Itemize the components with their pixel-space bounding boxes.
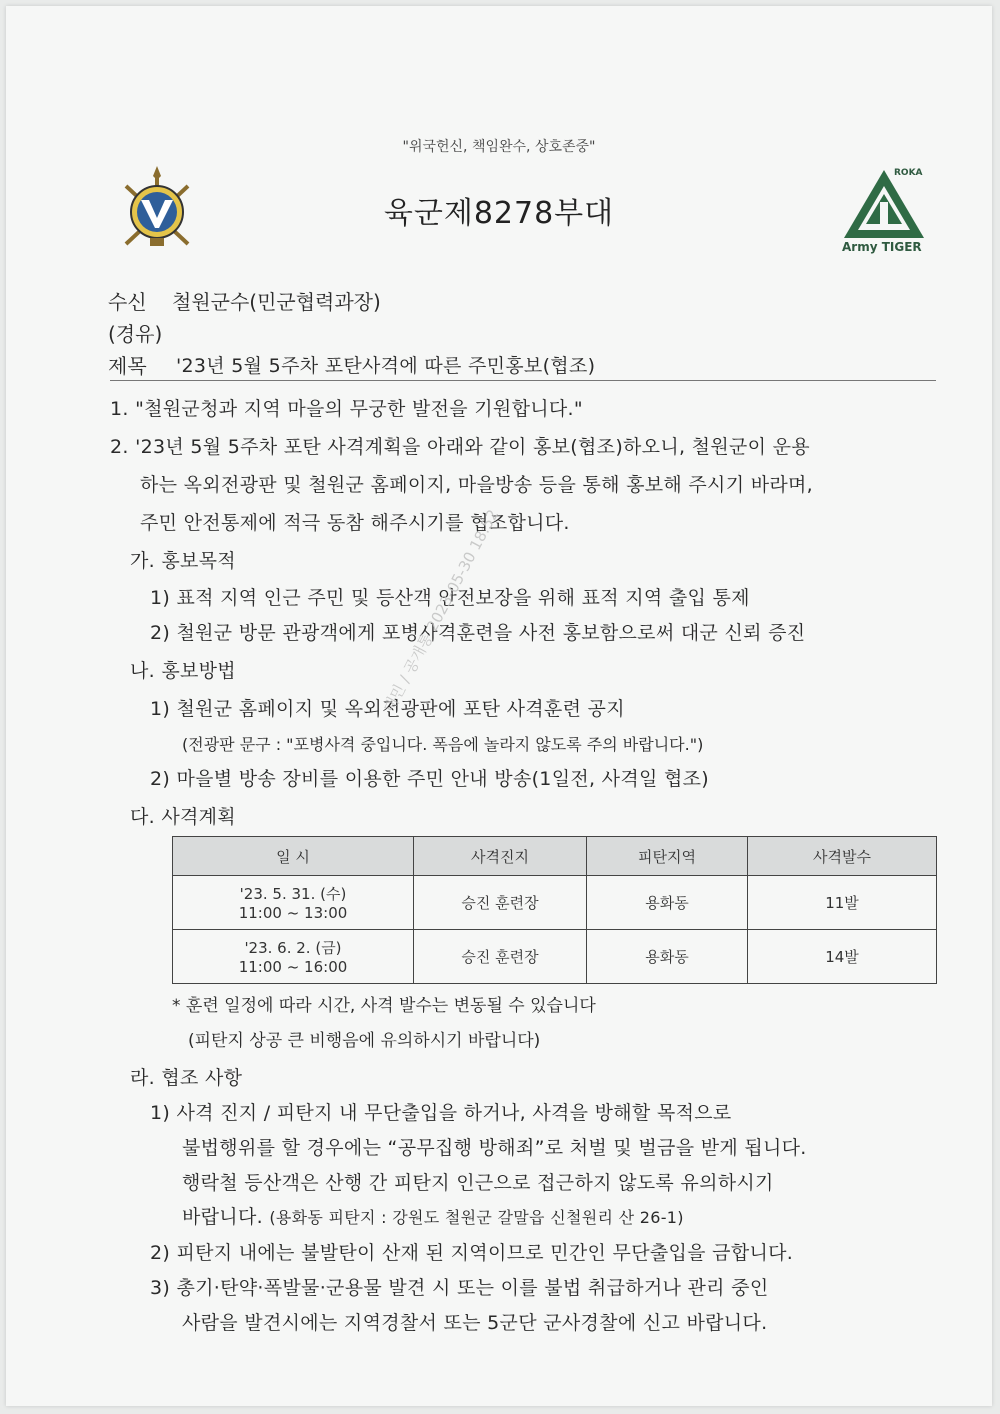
section-ga-item-2: 2) 철원군 방문 관광객에게 포병사격훈련을 사전 홍보함으로써 대군 신뢰 증진 xyxy=(150,622,806,644)
section-ga-heading: 가. 홍보목적 xyxy=(130,550,236,572)
firing-schedule-table xyxy=(172,836,937,984)
cell-datetime xyxy=(173,930,414,984)
section-da-heading: 다. 사격계획 xyxy=(130,806,236,828)
recipient-value: 철원군수(민군협력과장) xyxy=(172,290,381,314)
recipient-label: 수신 xyxy=(108,290,147,314)
section-ra-item-2: 2) 피탄지 내에는 불발탄이 산재 된 지역이므로 민간인 무단출입을 금합니다. xyxy=(150,1242,794,1264)
cell-rounds: 14발 xyxy=(748,930,937,984)
subject-label: 제목 xyxy=(108,354,147,378)
cell-target: 용화동 xyxy=(587,930,748,984)
header-datetime: 일 시 xyxy=(173,837,414,876)
section-ra-item-1-line-1: 1) 사격 진지 / 피탄지 내 무단출입을 하거나, 사격을 방해할 목적으로 xyxy=(150,1102,732,1124)
header-divider xyxy=(110,380,936,381)
section-ra-heading: 라. 협조 사항 xyxy=(130,1067,243,1089)
table-note-2: (피탄지 상공 큰 비행음에 유의하시기 바랍니다) xyxy=(188,1031,541,1051)
section-ra-item-3-line-1: 3) 총기·탄약·폭발물·군용물 발견 시 또는 이를 불법 취급하거나 관리 중인 xyxy=(150,1277,769,1299)
motto: "위국헌신, 책임완수, 상호존중" xyxy=(402,139,596,155)
paragraph-1: 1. "철원군청과 지역 마을의 무궁한 발전을 기원합니다." xyxy=(110,398,583,420)
section-ra-item-1-line-4-text: 바랍니다. xyxy=(182,1206,263,1228)
document-watermark: 대민 / 공개통 2023-05-30 18:52 xyxy=(379,506,503,716)
cell-datetime xyxy=(173,876,414,930)
paragraph-2-line-3: 주민 안전통제에 적극 동참 해주시기를 협조합니다. xyxy=(140,512,570,534)
section-ra-item-1-line-2: 불법행위를 할 경우에는 “공무집행 방해죄”로 처벌 및 벌금을 받게 됩니다. xyxy=(182,1137,807,1159)
table-header-row xyxy=(173,837,937,876)
table-row xyxy=(173,876,937,930)
cell-time: 11:00 ~ 13:00 xyxy=(238,904,348,922)
table-note-1: * 훈련 일정에 따라 시간, 사격 발수는 변동될 수 있습니다 xyxy=(172,996,596,1016)
section-ra-item-3-line-2: 사람을 발견시에는 지역경찰서 또는 5군단 군사경찰에 신고 바랍니다. xyxy=(182,1312,768,1334)
cell-date: '23. 5. 31. (수) xyxy=(239,885,347,903)
section-ra-item-1-line-4 xyxy=(182,1202,684,1229)
section-ra-item-1-address: (용화동 피탄지 : 강원도 철원군 갈말읍 신철원리 산 26-1) xyxy=(269,1208,684,1227)
paragraph-2-line-1: 2. '23년 5월 5주차 포탄 사격계획을 아래와 같이 홍보(협조)하오니, 철원군이 운용 xyxy=(110,436,810,458)
cell-site: 승진 훈련장 xyxy=(414,930,587,984)
cell-target: 용화동 xyxy=(587,876,748,930)
table-row xyxy=(173,930,937,984)
section-na-heading: 나. 홍보방법 xyxy=(130,660,236,682)
cell-time: 11:00 ~ 16:00 xyxy=(238,958,348,976)
roka-label: ROKA xyxy=(894,168,923,178)
section-na-item-1-note: (전광판 문구 : "포병사격 중입니다. 폭음에 놀라지 않도록 주의 바랍니다.") xyxy=(182,735,704,754)
cell-rounds: 11발 xyxy=(748,876,937,930)
cell-site: 승진 훈련장 xyxy=(414,876,587,930)
subject-value: '23년 5월 5주차 포탄사격에 따른 주민홍보(협조) xyxy=(176,355,596,377)
section-na-item-1: 1) 철원군 홈페이지 및 옥외전광판에 포탄 사격훈련 공지 xyxy=(150,698,625,720)
unit-name-title: 육군제8278부대 xyxy=(383,196,615,231)
section-na-item-2: 2) 마을별 방송 장비를 이용한 주민 안내 방송(1일전, 사격일 협조) xyxy=(150,768,710,790)
section-ra-item-1-line-3: 행락철 등산객은 산행 간 피탄지 인근으로 접근하지 않도록 유의하시기 xyxy=(182,1172,774,1194)
header-impact-area: 피탄지역 xyxy=(587,837,748,876)
via-label: (경유) xyxy=(108,322,163,346)
header-rounds: 사격발수 xyxy=(748,837,937,876)
document-page xyxy=(6,6,992,1406)
cell-date: '23. 6. 2. (금) xyxy=(244,939,342,957)
army-tiger-label: Army TIGER xyxy=(842,240,922,254)
paragraph-2-line-2: 하는 옥외전광판 및 철원군 홈페이지, 마을방송 등을 통해 홍보해 주시기 바라며, xyxy=(140,474,814,496)
section-ga-item-1: 1) 표적 지역 인근 주민 및 등산객 안전보장을 위해 표적 지역 출입 통제 xyxy=(150,587,750,609)
header-firing-site: 사격진지 xyxy=(414,837,587,876)
